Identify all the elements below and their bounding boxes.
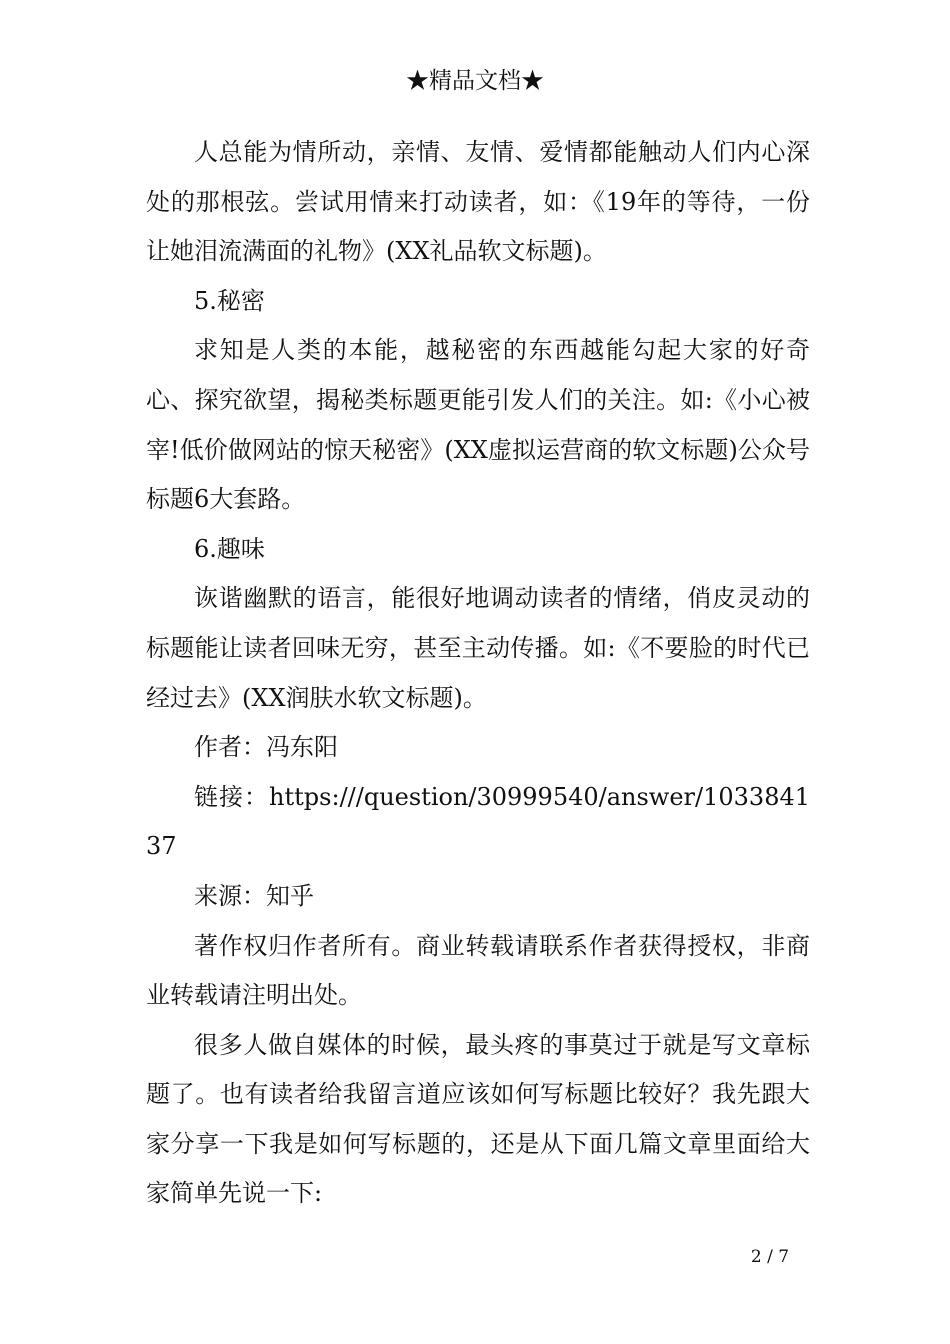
paragraph-intro-titles: 很多人做自媒体的时候，最头疼的事莫过于就是写文章标题了。也有读者给我留言道应该如何写标题比较好？我先跟大家分享一下我是如何写标题的，还是从下面几篇文章里面给大家简单先说一下: — [146, 1030, 810, 1208]
copyright-paragraph: 著作权归作者所有。商业转载请联系作者获得授权，非商业转载请注明出处。 — [146, 931, 810, 1010]
heading-fun: 6.趣味 — [194, 534, 265, 563]
page-number: 2 / 7 — [750, 1247, 790, 1267]
paragraph-emotion: 人总能为情所动，亲情、友情、爱情都能触动人们内心深处的那根弦。尝试用情来打动读者，如：《19年的等待，一份让她泪流满面的礼物》(XX礼品软文标题)。 — [146, 138, 810, 266]
source-line: 来源：知乎 — [194, 881, 314, 910]
document-body — [146, 128, 810, 1219]
author-line: 作者：冯东阳 — [194, 733, 338, 762]
link-line: 链接：https:///question/30999540/answer/103384137 — [146, 782, 810, 861]
heading-secret: 5.秘密 — [194, 286, 265, 315]
page-header-title: ★精品文档★ — [406, 68, 544, 94]
paragraph-fun: 诙谐幽默的语言，能很好地调动读者的情绪，俏皮灵动的标题能让读者回味无穷，甚至主动传播。如:《不要脸的时代已经过去》(XX润肤水软文标题)。 — [146, 584, 810, 712]
paragraph-secret: 求知是人类的本能，越秘密的东西越能勾起大家的好奇心、探究欲望，揭秘类标题更能引发人们的关注。如:《小心被宰!低价做网站的惊天秘密》(XX虚拟运营商的软文标题)公众号标题6大套路。 — [146, 336, 810, 514]
